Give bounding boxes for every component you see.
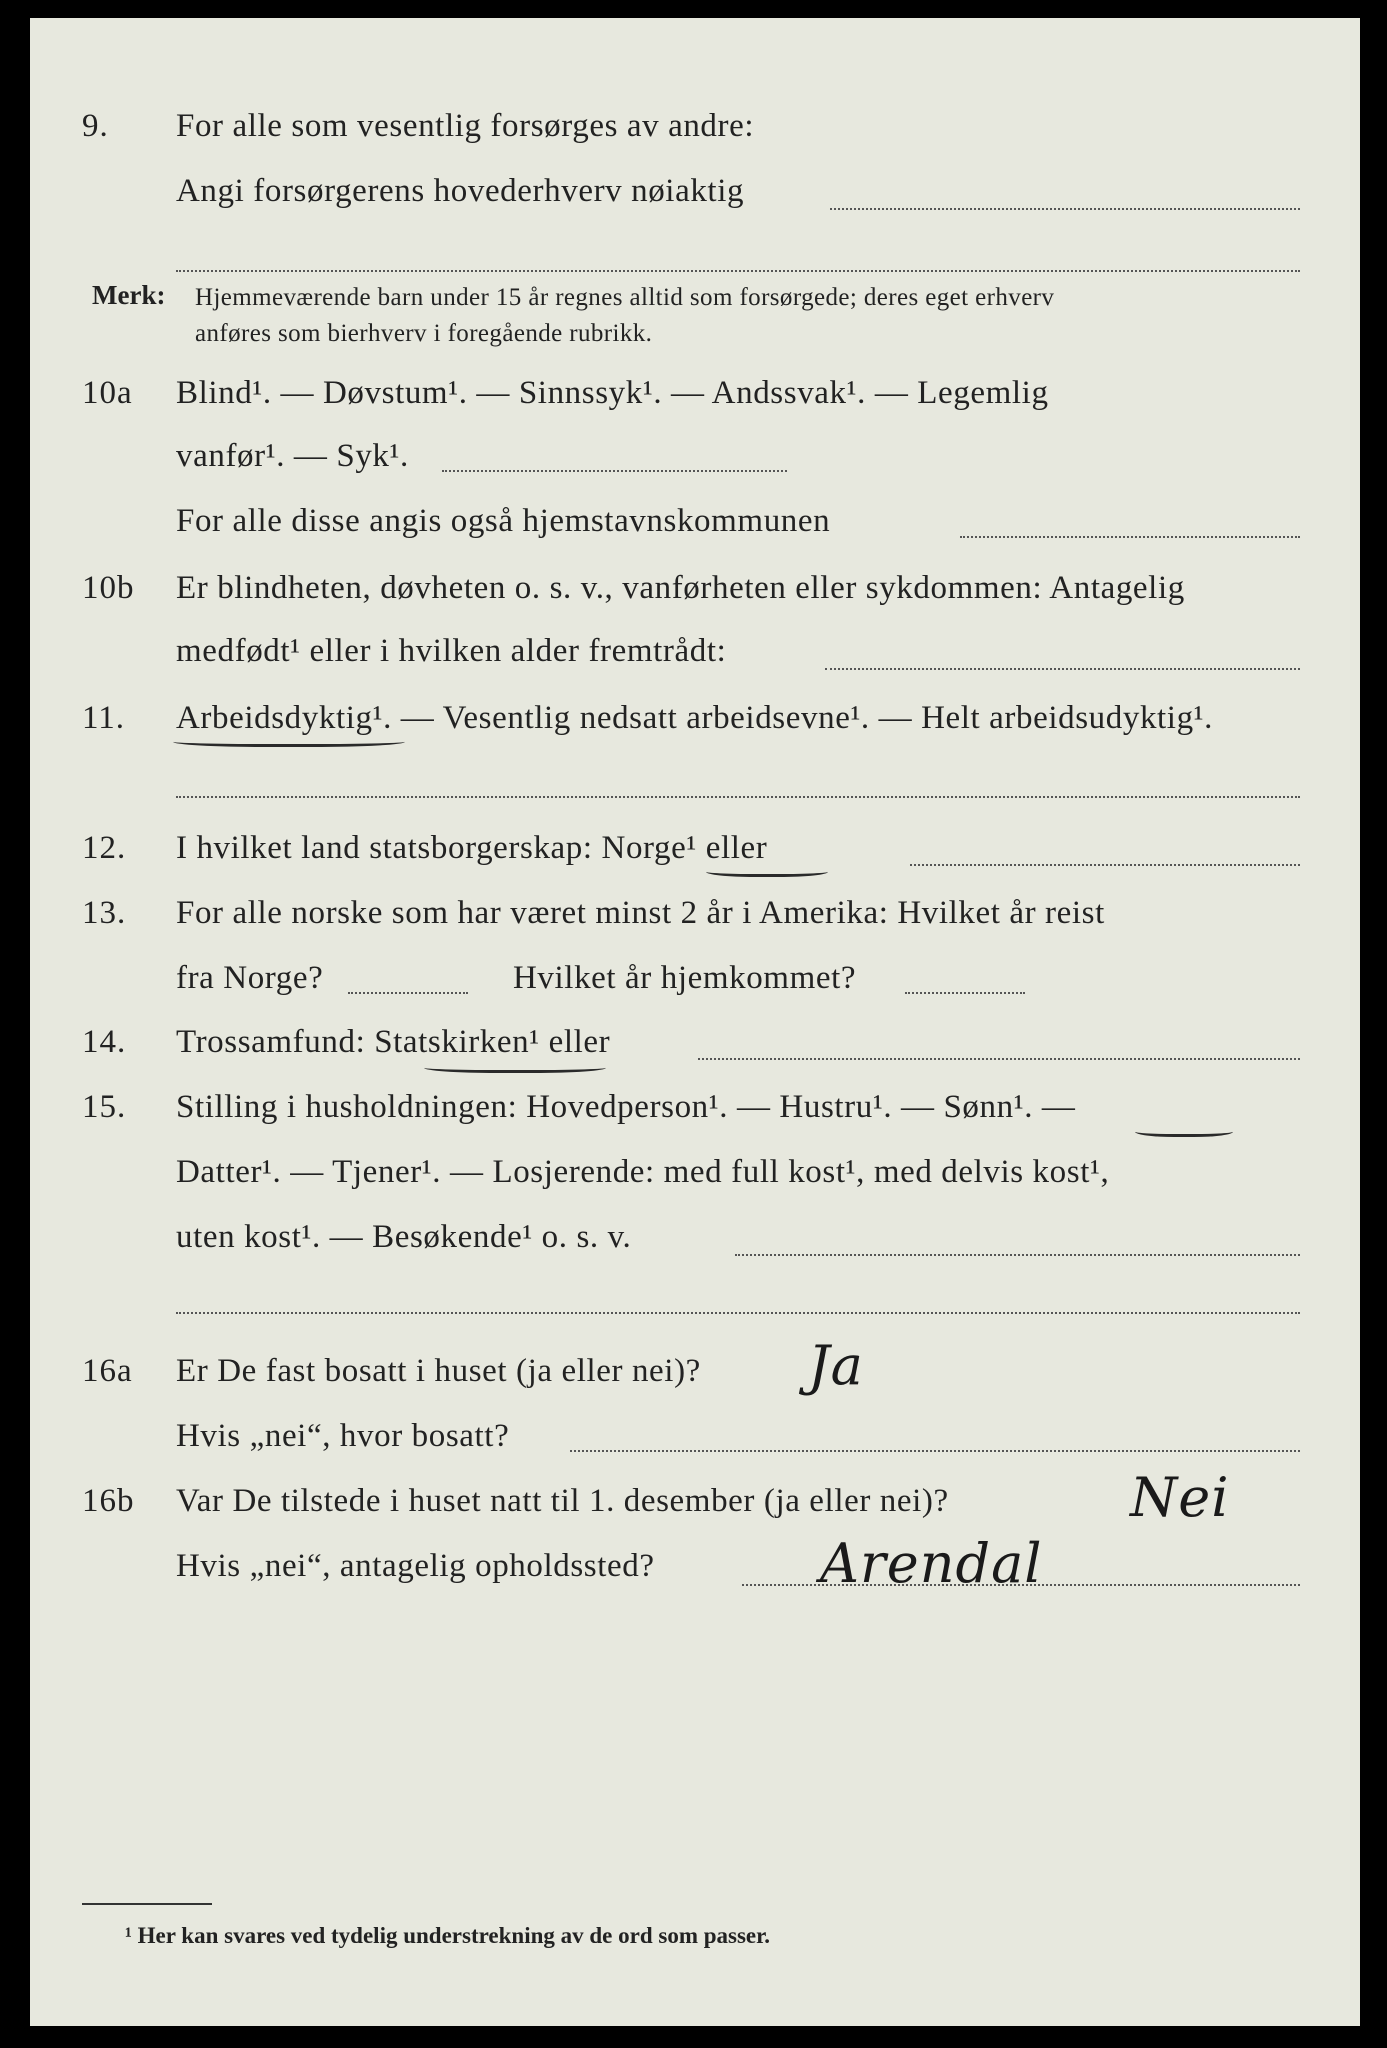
question-12-number: 12. [82, 830, 127, 866]
footnote-rule [82, 1903, 212, 1905]
question-13-line-2a: fra Norge? [176, 960, 324, 996]
question-13-answer-line-b [905, 992, 1025, 994]
question-14-answer-line [698, 1058, 1300, 1060]
question-9-number: 9. [82, 108, 109, 144]
question-13-number: 13. [82, 895, 127, 931]
note-line-2: anføres som bierhverv i foregående rubrikk. [195, 320, 653, 347]
question-12-answer-line [910, 864, 1300, 866]
footnote-text: ¹ Her kan svares ved tydelig understrekning av de ord som passer. [125, 1923, 770, 1948]
question-10a-line-3: For alle disse angis også hjemstavnskommunen [176, 503, 831, 539]
question-14-line-1: Trossamfund: Statskirken¹ eller [176, 1024, 611, 1060]
question-16b-line-1: Var De tilstede i huset natt til 1. desember (ja eller nei)? [176, 1483, 949, 1519]
question-14-number: 14. [82, 1024, 127, 1060]
census-form-page [30, 18, 1360, 2026]
underline-statskirken [424, 1060, 606, 1073]
question-9-answer-line-2 [176, 270, 1300, 272]
question-10b-line-2: medfødt¹ eller i hvilken alder fremtrådt: [176, 633, 727, 669]
question-16b-line-2: Hvis „nei“, antagelig opholdssted? [176, 1548, 655, 1584]
question-16a-answer-line [570, 1450, 1300, 1452]
question-12-line-1: I hvilket land statsborgerskap: Norge¹ eller [176, 830, 768, 866]
question-15-answer-line-2 [176, 1312, 1300, 1314]
handwritten-answer-ja: Ja [808, 1334, 864, 1397]
question-16b-answer-line [742, 1584, 1300, 1586]
question-10b-number: 10b [82, 570, 135, 606]
question-15-number: 15. [82, 1089, 127, 1125]
question-13-line-2b: Hvilket år hjemkommet? [513, 960, 857, 996]
question-9-line-2: Angi forsørgerens hovederhverv nøiaktig [176, 173, 745, 209]
question-10b-answer-line [825, 668, 1300, 670]
question-16a-line-1: Er De fast bosatt i huset (ja eller nei)? [176, 1353, 701, 1389]
question-10a-answer-line [442, 470, 787, 472]
question-15-line-2: Datter¹. — Tjener¹. — Losjerende: med full kost¹, med delvis kost¹, [176, 1154, 1110, 1190]
handwritten-answer-arendal: Arendal [820, 1532, 1043, 1595]
underline-arbeidsdyktig [173, 734, 405, 747]
question-10a-line-2: vanfør¹. — Syk¹. [176, 438, 409, 474]
note-line-1: Hjemmeværende barn under 15 år regnes alltid som forsørgede; deres eget erhverv [195, 284, 1055, 311]
note-label: Merk: [92, 280, 166, 310]
question-9-line-1: For alle som vesentlig forsørges av andre: [176, 108, 755, 144]
question-16a-line-2: Hvis „nei“, hvor bosatt? [176, 1418, 510, 1454]
question-10b-line-1: Er blindheten, døvheten o. s. v., vanførheten eller sykdommen: Antagelig [176, 570, 1185, 606]
handwritten-answer-nei: Nei [1130, 1466, 1230, 1529]
question-13-line-1: For alle norske som har været minst 2 år i Amerika: Hvilket år reist [176, 895, 1105, 931]
question-11-line-1: Arbeidsdyktig¹. — Vesentlig nedsatt arbeidsevne¹. — Helt arbeidsudyktig¹. [176, 700, 1214, 736]
question-16a-number: 16a [82, 1353, 133, 1389]
question-10a-answer-line-2 [960, 536, 1300, 538]
question-15-line-1: Stilling i husholdningen: Hovedperson¹. — Hustru¹. — Sønn¹. — [176, 1089, 1076, 1125]
question-10a-line-1: Blind¹. — Døvstum¹. — Sinnssyk¹. — Andssvak¹. — Legemlig [176, 375, 1049, 411]
question-16b-number: 16b [82, 1483, 135, 1519]
question-13-answer-line-a [348, 992, 468, 994]
question-10a-number: 10a [82, 375, 133, 411]
question-11-answer-line [176, 796, 1300, 798]
question-11-number: 11. [82, 700, 126, 736]
question-15-answer-line [735, 1254, 1300, 1256]
question-15-line-3: uten kost¹. — Besøkende¹ o. s. v. [176, 1219, 632, 1255]
underline-sonn [1135, 1124, 1233, 1137]
underline-norge [706, 864, 828, 877]
question-9-answer-line [830, 208, 1300, 210]
